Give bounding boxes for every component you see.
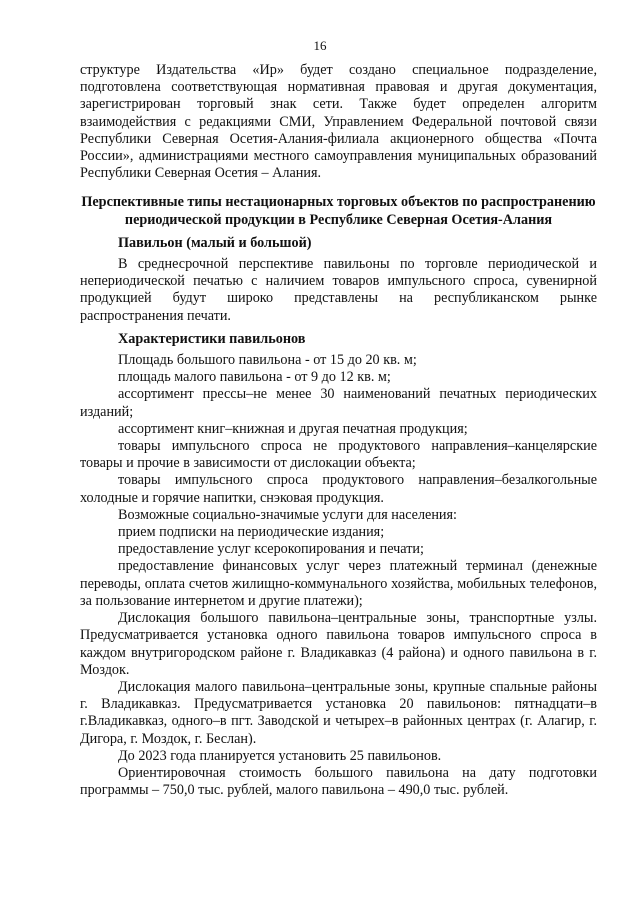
characteristic-item: ассортимент прессы–не менее 30 наименований печатных периодических изданий;	[80, 386, 597, 420]
characteristic-item: Площадь большого павильона - от 15 до 20 кв. м;	[118, 352, 417, 369]
characteristic-item: ассортимент книг–книжная и другая печатная продукция;	[118, 420, 468, 437]
characteristic-item: товары импульсного спроса продуктового направления–безалкогольные холодные и горячие напитки, снэковая продукция.	[80, 472, 597, 506]
characteristic-item: площадь малого павильона - от 9 до 12 кв. м;	[118, 369, 391, 386]
characteristic-item: товары импульсного спроса не продуктового направления–канцелярские товары и прочие в зависимости от дислокации объекта;	[80, 438, 597, 472]
subsection-heading-pavilion: Павильон (малый и большой)	[118, 234, 312, 251]
page-number: 16	[313, 38, 327, 53]
service-item: прием подписки на периодические издания;	[118, 524, 385, 541]
services-heading: Возможные социально-значимые услуги для населения:	[118, 506, 457, 523]
pavilion-paragraph: В среднесрочной перспективе павильоны по торговле периодической и непериодической печатью с наличием товаров импульсного спроса, сувенирной продукцией будут широко представлены на республиканском рынке распространения печати.	[80, 256, 597, 324]
cost-estimate: Ориентировочная стоимость большого павильона на дату подготовки программы – 750,0 тыс. рублей, малого павильона – 490,0 тыс. рублей.	[80, 764, 597, 799]
section-title: Перспективные типы нестационарных торговых объектов по распространению периодической продукции в Республике Северная Осетия-Алания	[81, 194, 596, 228]
installation-plan: До 2023 года планируется установить 25 павильонов.	[118, 747, 442, 764]
document-body	[80, 62, 597, 799]
service-item: предоставление финансовых услуг через платежный терминал (денежные переводы, оплата счетов жилищно-коммунального хозяйства, мобильных телефонов, за пользование интернетом и другие платежи);	[80, 558, 597, 609]
service-item: предоставление услуг ксерокопирования и печати;	[118, 541, 424, 558]
small-pavilion-location: Дислокация малого павильона–центральные зоны, крупные спальные районы г. Владикавказ. Предусматривается установка 20 павильонов: пятнадцати–в г.Владикавказ, одного–в пгт. Заводской и четырех–в районных центрах (г. Алагир, г. Дигора, г. Моздок, г. Беслан).	[80, 678, 597, 747]
intro-paragraph: структуре Издательства «Ир» будет создано специальное подразделение, подготовлена соответствующая нормативная правовая и другая документация, зарегистрирован торговый знак сети. Также будет определен алгоритм взаимодействия с редакциями СМИ, Управлением Федеральной почтовой связи Республики Северная Осетия-Алания-филиала акционерного общества «Почта России», администрациями местного самоуправления муниципальных образований Республики Северная Осетия – Алания.	[80, 62, 597, 182]
subsection-heading-characteristics: Характеристики павильонов	[118, 330, 306, 347]
large-pavilion-location: Дислокация большого павильона–центральные зоны, транспортные узлы. Предусматривается установка одного павильона товаров импульсного спроса в каждом внутригородском районе г. Владикавказ (4 района) и одного павильона в г. Моздок.	[80, 610, 597, 678]
